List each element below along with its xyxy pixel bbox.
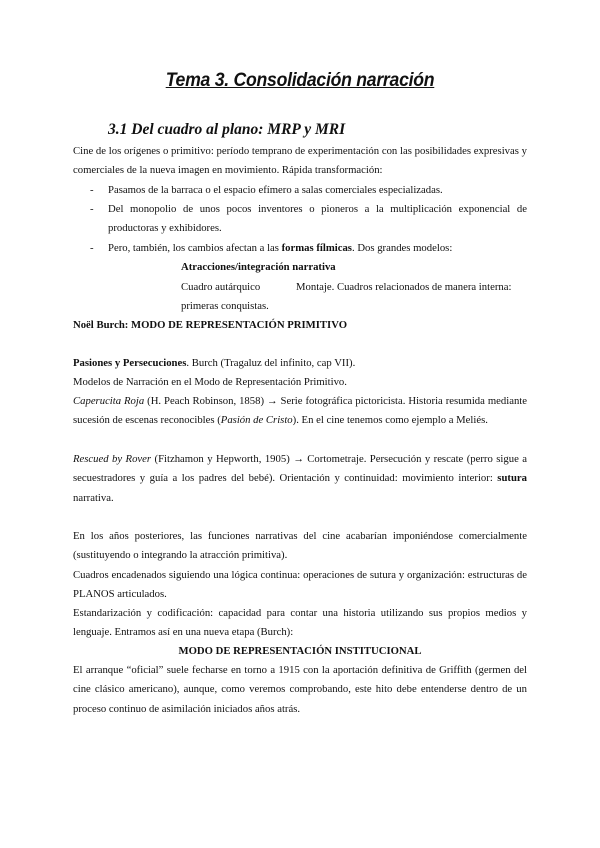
caperucita-end: ). En el cine tenemos como ejemplo a Meliés. [292, 414, 488, 427]
model-right-line1: Montaje. Cuadros relacionados de manera interna: [296, 281, 512, 293]
model-right-line2: primeras conquistas. [181, 300, 269, 312]
intro-paragraph: Cine de los orígenes o primitivo: período temprano de experimentación con las posibilidades expresivas y comerciales de la nueva imagen en movimiento. Rápida transformación: [73, 145, 527, 177]
rescued-title: Rescued by Rover [73, 453, 152, 465]
rescued-end: narrativa. [73, 491, 114, 504]
caperucita-mid: (H. Peach Robinson, 1858) → Serie fotográfica pictoricista. Historia resumida mediante sucesión de escenas reconocibles ( [73, 395, 527, 427]
mri-heading: MODO DE REPRESENTACIÓN INSTITUCIONAL [178, 645, 422, 657]
bullet-3-end: . Dos grandes modelos: [351, 242, 453, 254]
bullet-dash: - [90, 184, 94, 196]
pasiones-rest: . Burch (Tragaluz del infinito, cap VII). [186, 357, 356, 369]
caperucita-title: Caperucita Roja [73, 395, 145, 407]
model-left: Cuadro autárquico [181, 281, 261, 293]
paragraph-posteriores: En los años posteriores, las funciones narrativas del cine acabarían imponiéndose comercialmente (sustituyendo o integrando la atracción primitiva). [73, 530, 527, 562]
bullet-dash: - [90, 242, 94, 254]
paragraph-arranque: El arranque “oficial” suele fecharse en torno a 1915 con la aportación definitiva de Griffith (germen del cine clásico americano), aunque, como veremos comprobando, este hito debe entenderse dentro de un proceso continuo de asimilación iniciados años atrás. [73, 664, 527, 715]
rescued-paragraph [73, 450, 527, 508]
bullet-3-text: Pero, también, los cambios afectan a las [108, 242, 282, 254]
modelos-line: Modelos de Narración en el Modo de Representación Primitivo. [73, 376, 347, 388]
bullet-3-bold: formas fílmicas [281, 242, 352, 254]
rescued-mid: (Fitzhamon y Hepworth, 1905) → Cortometraje. Persecución y rescate (perro sigue a secuestradores y guía a los padres del bebé). Orientación y continuidad: movimiento interior: [73, 453, 527, 485]
bullet-item-2: Del monopolio de unos pocos inventores o pioneros a la multiplicación exponencial de productoras y exhibidores. [108, 203, 527, 235]
pasiones-bold: Pasiones y Persecuciones [73, 357, 187, 369]
burch-heading: Noël Burch: MODO DE REPRESENTACIÓN PRIMITIVO [73, 319, 348, 331]
caperucita-paragraph [73, 392, 527, 431]
models-heading: Atracciones/integración narrativa [181, 261, 336, 273]
sutura-bold: sutura [497, 472, 527, 485]
section-heading: 3.1 Del cuadro al plano: MRP y MRI [108, 121, 346, 138]
paragraph-cuadros: Cuadros encadenados siguiendo una lógica continua: operaciones de sutura y organización: estructuras de PLANOS articulados. [73, 569, 527, 601]
paragraph-estandarizacion: Estandarización y codificación: capacidad para contar una historia utilizando sus propios medios y lenguaje. Entramos así en una nueva etapa (Burch): [73, 607, 527, 639]
pasiones-line [73, 354, 527, 373]
page-title: Tema 3. Consolidación narración [165, 70, 435, 91]
bullet-item-1: Pasamos de la barraca o el espacio efímero a salas comerciales especializadas. [108, 184, 443, 196]
bullet-item-3 [108, 239, 527, 258]
pasion-title: Pasión de Cristo [220, 414, 293, 427]
bullet-dash: - [90, 203, 94, 215]
